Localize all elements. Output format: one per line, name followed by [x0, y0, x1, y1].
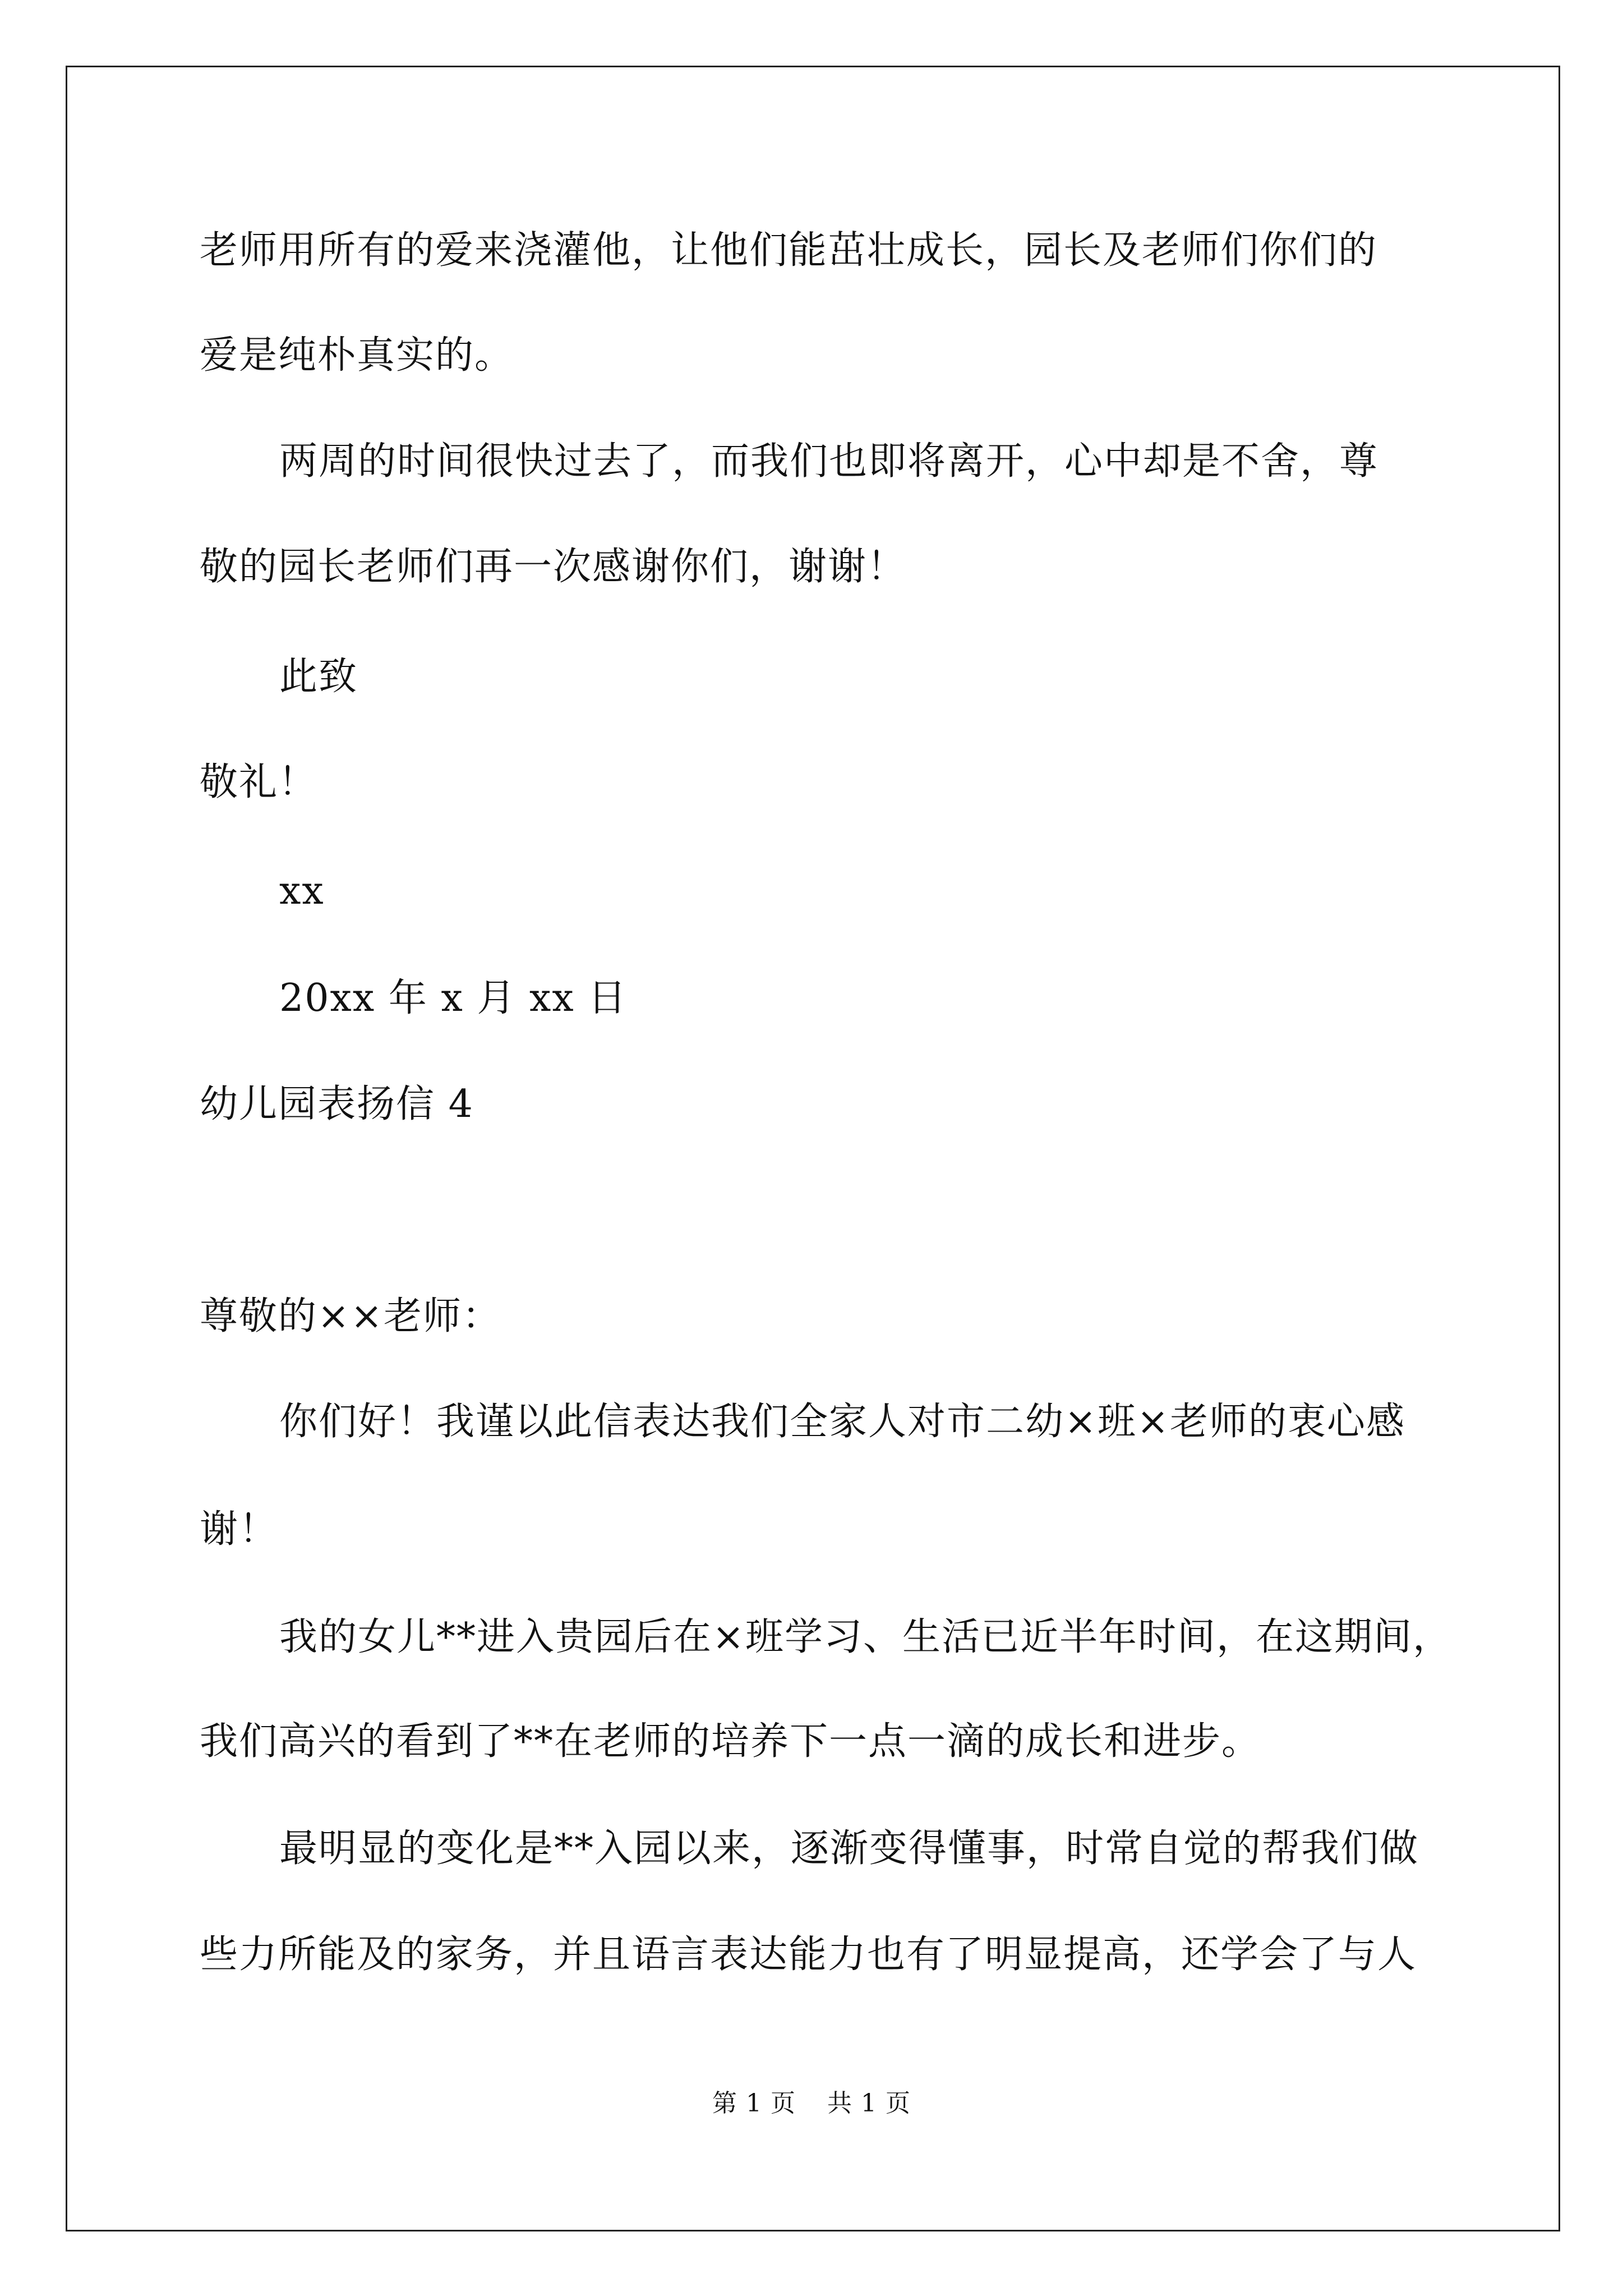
text-line: 爱是纯朴真实的。: [200, 333, 514, 378]
section-title: 幼儿园表扬信 4: [200, 1082, 474, 1126]
page-border: [66, 66, 1560, 2231]
signature-name: xx: [279, 869, 325, 913]
text-line: 最明显的变化是**入园以来，逐渐变得懂事，时常自觉的帮我们做: [279, 1826, 1419, 1871]
signature-date: 20xx 年 x 月 xx 日: [279, 976, 628, 1020]
text-line: 谢！: [200, 1507, 279, 1552]
closing-regards: 敬礼！: [200, 760, 318, 804]
text-line: 我们高兴的看到了**在老师的培养下一点一滴的成长和进步。: [200, 1719, 1261, 1764]
text-line: 敬的园长老师们再一次感谢你们，谢谢！: [200, 545, 907, 589]
text-line: 我的女儿**进入贵园后在×班学习、生活已近半年时间，在这期间，: [279, 1615, 1452, 1659]
page-number: 第 1 页: [712, 2089, 796, 2118]
text-line: 你们好！我谨以此信表达我们全家人对市二幼×班×老师的衷心感: [279, 1400, 1405, 1444]
text-line: 些力所能及的家务，并且语言表达能力也有了明显提高，还学会了与人: [200, 1932, 1417, 1977]
page-count: 共 1 页: [827, 2089, 911, 2118]
page-footer: [0, 2091, 1623, 2116]
text-line: 两周的时间很快过去了，而我们也即将离开，心中却是不舍，尊: [279, 439, 1379, 484]
text-line: 老师用所有的爱来浇灌他，让他们能茁壮成长，园长及老师们你们的: [200, 228, 1378, 273]
closing-salutation: 此致: [279, 655, 358, 699]
letter-greeting: 尊敬的××老师：: [200, 1294, 501, 1338]
